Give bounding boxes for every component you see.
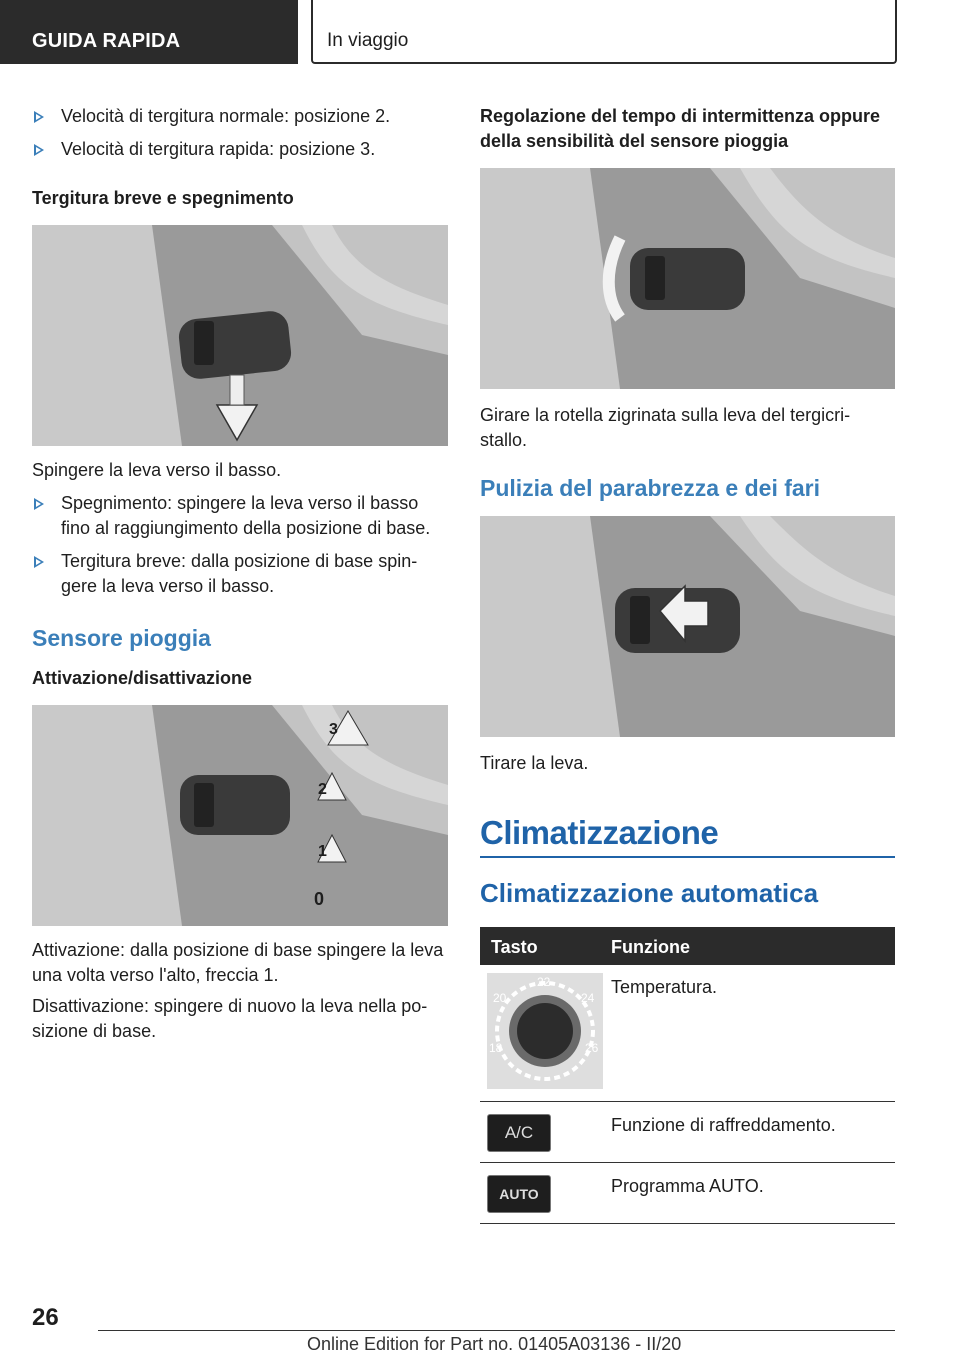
bullet-item <box>32 137 448 162</box>
dial-number: 18 <box>489 1041 503 1055</box>
bullet-item <box>32 104 448 129</box>
ac-button-icon <box>487 1114 551 1152</box>
para-rotella: Girare la rotella zigrinata sulla leva del tergicri‐stallo. <box>480 405 851 450</box>
bullet-text: Spegnimento: spingere la leva verso il basso fino al raggiungimento della posizione di base. <box>61 493 431 538</box>
bullet-text: Velocità di tergitura rapida: posizione 3. <box>61 139 376 159</box>
figure-label-2: 2 <box>318 781 327 798</box>
bullet-text: Velocità di tergitura normale: posizione 2. <box>61 106 391 126</box>
para-tirare: Tirare la leva. <box>480 753 589 773</box>
para-spingere: Spingere la leva verso il basso. <box>32 460 282 480</box>
right-column <box>480 100 895 1227</box>
dial-number: 26 <box>585 1041 599 1055</box>
heading-regolazione: Regolazione del tempo di intermittenza oppure della sensibilità del sensore pioggia <box>480 106 881 151</box>
triangle-bullet-icon <box>34 498 44 510</box>
climate-table <box>480 927 895 1227</box>
bullet-item <box>32 549 448 599</box>
temperature-knob-icon <box>487 973 603 1089</box>
figure-wiper-wheel <box>480 168 895 389</box>
funzione-text: Funzione di raffreddamento. <box>611 1115 836 1135</box>
table-row <box>480 965 895 1102</box>
dial-number: 24 <box>581 991 595 1005</box>
auto-button-icon <box>487 1175 551 1213</box>
heading-sensore-pioggia: Sensore pioggia <box>32 625 211 651</box>
heading-attivazione: Attivazione/disattivazione <box>32 668 253 688</box>
ac-button-label: A/C <box>504 1123 534 1142</box>
header-chapter-label: In viaggio <box>327 30 409 51</box>
table-row <box>480 1103 895 1163</box>
table-row <box>480 1164 895 1224</box>
figure-label-1: 1 <box>318 843 327 860</box>
triangle-bullet-icon <box>34 111 44 123</box>
figure-wiper-lever-down-drawing <box>32 225 448 446</box>
title-underline <box>480 856 895 858</box>
footer-edition: Online Edition for Part no. 01405A03136 - II/20 <box>307 1334 682 1354</box>
auto-button-label: AUTO <box>499 1186 539 1202</box>
heading-tergitura: Tergitura breve e spegnimento <box>32 188 294 208</box>
para-disattivazione: Disattivazione: spingere di nuovo la leva nella po‐sizione di base. <box>32 996 428 1041</box>
figure-label-0: 0 <box>314 889 325 909</box>
figure-wiper-pull-drawing <box>480 516 895 737</box>
para-attivazione: Attivazione: dalla posizione di base spingere la leva una volta verso l'alto, freccia 1. <box>32 940 444 985</box>
dial-number: 22 <box>537 975 551 989</box>
table-header-tasto: Tasto <box>491 937 538 957</box>
bullet-item <box>32 491 448 541</box>
dial-number: 20 <box>493 991 507 1005</box>
figure-wiper-wheel-drawing <box>480 168 895 389</box>
header-section-label: GUIDA RAPIDA <box>32 30 181 52</box>
figure-label-3: 3 <box>329 721 338 738</box>
table-header-funzione: Funzione <box>611 937 690 957</box>
footer-rule <box>98 1330 895 1331</box>
header-chapter-tab <box>311 0 897 64</box>
bullet-text: Tergitura breve: dalla posizione di base spin‐gere la leva verso il basso. <box>61 551 418 596</box>
title-climatizzazione: Climatizzazione <box>480 814 719 851</box>
figure-rain-sensor-drawing <box>32 705 448 926</box>
funzione-text: Programma AUTO. <box>611 1176 764 1196</box>
figure-wiper-lever-down <box>32 225 448 446</box>
left-column <box>32 100 448 1044</box>
page-number: 26 <box>32 1304 59 1331</box>
triangle-bullet-icon <box>34 144 44 156</box>
heading-pulizia: Pulizia del parabrezza e dei fari <box>480 475 821 501</box>
triangle-bullet-icon <box>34 556 44 568</box>
table-header <box>480 927 895 965</box>
title-climatizzazione-automatica: Climatizzazione automatica <box>480 878 819 908</box>
figure-rain-sensor <box>32 705 448 926</box>
header-section-tab <box>0 0 298 64</box>
funzione-text: Temperatura. <box>611 977 718 997</box>
figure-wiper-pull <box>480 516 895 737</box>
